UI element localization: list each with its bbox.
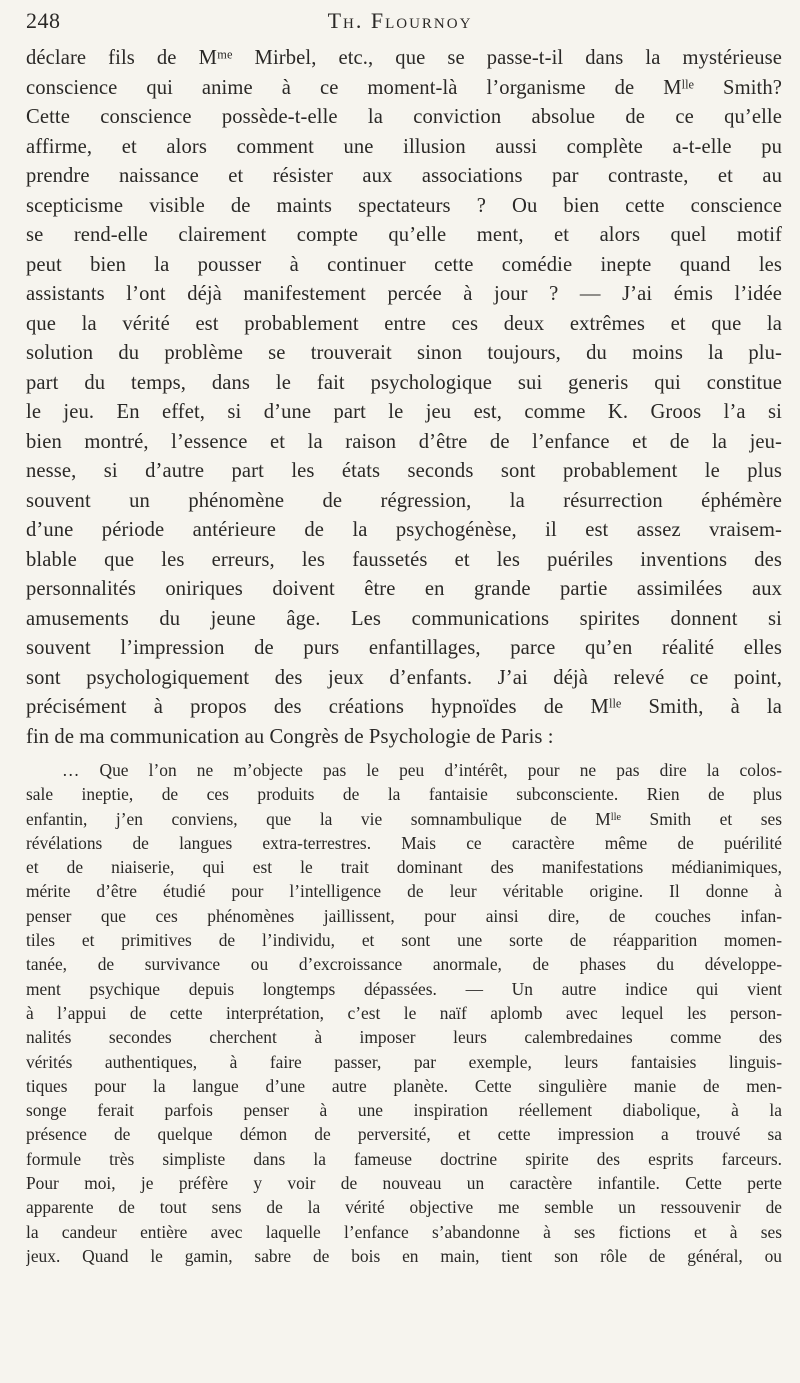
text-line: personnalités oniriques doivent être en grande partie assimilées aux (26, 578, 782, 600)
text-line: prendre naissance et résister aux associations par contraste, et au (26, 165, 782, 187)
text-line: déclare fils de Mᵐᵉ Mirbel, etc., que se passe-t-il dans la mystérieuse (26, 47, 782, 69)
text-line: formule très simpliste dans la fameuse doctrine spirite des esprits farceurs. (26, 1148, 782, 1169)
running-head (26, 8, 774, 40)
text-line: révélations de langues extra-terrestres. Mais ce caractère même de puérilité (26, 832, 782, 853)
text-line: penser que ces phénomènes jaillissent, pour ainsi dire, de couches infan- (26, 905, 782, 926)
text-line: et de niaiserie, qui est le trait dominant des manifestations médianimiques, (26, 857, 782, 878)
body-text (26, 44, 782, 1268)
text-line: souvent l’impression de purs enfantillages, parce qu’en réalité elles (26, 637, 782, 659)
text-line: bien montré, l’essence et la raison d’être de l’enfance et de la jeu- (26, 430, 782, 453)
text-line: présence de quelque démon de perversité, et cette impression a trouvé sa (26, 1124, 782, 1145)
text-line: … Que l’on ne m’objecte pas le peu d’intérêt, pour ne pas dire la colos- (62, 760, 782, 780)
running-title: Th. Flournoy (327, 8, 473, 33)
text-line: sont psychologiquement des jeux d’enfants. J’ai déjà relevé ce point, (26, 666, 782, 689)
text-line: ment psychique depuis longtemps dépassées. — Un autre indice qui vient (26, 978, 782, 999)
text-line: le jeu. En effet, si d’une part le jeu est, comme K. Groos l’a si (26, 401, 782, 423)
text-line: sale ineptie, de ces produits de la fantaisie subconsciente. Rien de plus (26, 784, 782, 805)
text-line: amusements du jeune âge. Les communications spirites donnent si (26, 607, 782, 630)
paragraph (26, 44, 782, 752)
text-line: affirme, et alors comment une illusion aussi complète a-t-elle pu (26, 135, 782, 158)
text-line: scepticisme visible de maints spectateurs ? Ou bien cette conscience (26, 194, 782, 217)
text-line: à l’appui de cette interprétation, c’est le naïf aplomb avec lequel les person- (26, 1002, 782, 1023)
page-number: 248 (26, 8, 61, 33)
text-line: mérite d’être étudié pour l’intelligence de leur véritable origine. Il donne à (26, 881, 782, 902)
text-line: tanée, de survivance ou d’excroissance anormale, de phases du développe- (26, 954, 782, 975)
text-line: solution du problème se trouverait sinon toujours, du moins la plu- (26, 342, 782, 364)
text-line: tiques pour la langue d’une autre planète. Cette singulière manie de men- (26, 1075, 782, 1096)
text-line: précisément à propos des créations hypnoïdes de Mˡˡᵉ Smith, à la (26, 696, 782, 718)
text-line: blable que les erreurs, les faussetés et les puériles inventions des (26, 548, 782, 571)
text-line: nesse, si d’autre part les états seconds sont probablement le plus (26, 460, 782, 482)
text-line: songe ferait parfois penser à une inspiration réellement diabolique, à la (26, 1100, 782, 1121)
text-line: conscience qui anime à ce moment-là l’organisme de Mˡˡᵉ Smith? (26, 76, 782, 99)
text-line: apparente de tout sens de la vérité objective me semble un ressouvenir de (26, 1197, 782, 1218)
text-line: part du temps, dans le fait psychologique sui generis qui constitue (26, 371, 782, 394)
text-line: tiles et primitives de l’individu, et sont une sorte de réapparition momen- (26, 930, 782, 951)
text-line: que la vérité est probablement entre ces deux extrêmes et que la (26, 312, 782, 335)
text-line: vérités authentiques, à faire passer, par exemple, leurs fantaisies linguis- (26, 1051, 782, 1072)
text-line: nalités secondes cherchent à imposer leurs calembredaines comme des (26, 1027, 782, 1048)
text-line: souvent un phénomène de régression, la résurrection éphémère (26, 489, 782, 512)
text-line: fin de ma communication au Congrès de Psychologie de Paris : (26, 725, 554, 748)
text-line: peut bien la pousser à continuer cette comédie inepte quand les (26, 253, 782, 276)
text-line: Pour moi, je préfère y voir de nouveau un caractère infantile. Cette perte (26, 1173, 782, 1194)
text-line: d’une période antérieure de la psychogénèse, il est assez vraisem- (26, 519, 782, 541)
text-line: la candeur entière avec laquelle l’enfance s’abandonne à ses fictions et à ses (26, 1221, 782, 1242)
text-line: jeux. Quand le gamin, sabre de bois en main, tient son rôle de général, ou (26, 1245, 782, 1266)
text-line: Cette conscience possède-t-elle la conviction absolue de ce qu’elle (26, 106, 782, 128)
block-quote (26, 758, 782, 1268)
text-line: enfantin, j’en conviens, que la vie somnambulique de Mˡˡᵉ Smith et ses (26, 808, 782, 829)
text-line: se rend-elle clairement compte qu’elle ment, et alors quel motif (26, 224, 782, 246)
text-line: assistants l’ont déjà manifestement percée à jour ? — J’ai émis l’idée (26, 283, 782, 305)
